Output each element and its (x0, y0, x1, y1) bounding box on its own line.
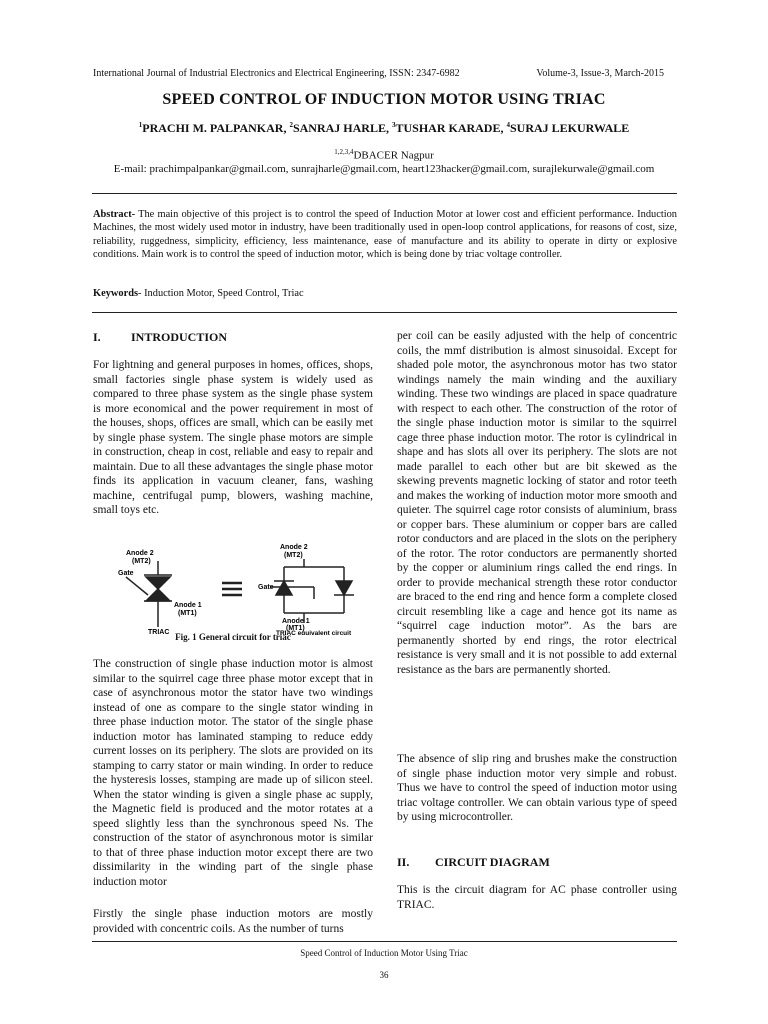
keywords-text: - Induction Motor, Speed Control, Triac (138, 288, 304, 299)
triac-figure (118, 543, 380, 635)
author-1-index: 1 (138, 121, 143, 129)
author-3-name: TUSHAR KARADE, (395, 121, 507, 135)
abstract-divider (92, 312, 677, 313)
equiv-gate-label: Gate (258, 584, 274, 591)
author-list (0, 121, 768, 136)
right-paragraph-2: The absence of slip ring and brushes make the construction of single phase induction motor very simple and robust. Thus we have to control the speed of induction motor using triac voltage controller. We can obtain various type of speed by using microcontroller. (397, 753, 677, 823)
triac-circuit-diagram (118, 543, 380, 635)
author-2-name: SANRAJ HARLE, (292, 121, 392, 135)
triac-label: TRIAC (148, 629, 170, 635)
author-1-name: PRACHI M. PALPANKAR, (142, 121, 290, 135)
top-divider (92, 193, 677, 194)
affiliation-index: 1,2,3,4 (334, 148, 354, 156)
section-title: INTRODUCTION (131, 330, 228, 344)
footer-title: Speed Control of Induction Motor Using Triac (300, 948, 468, 958)
volume-header: Volume-3, Issue-3, March-2015 (536, 68, 664, 79)
author-2-index: 2 (289, 121, 293, 129)
author-3-index: 3 (391, 121, 396, 129)
section-heading-introduction (93, 330, 227, 345)
equivalence-sign (222, 583, 242, 595)
intro-paragraph-1: For lightning and general purposes in homes, offices, shops, small factories single phase system is widely used as compared to three phase system as the single phase system is more economical and the power requirement in most of the houses, shops, offices are small, which can be easily met by single phase system. The single phase motors are simple in construction, cheap in cost, reliable and easy to repair and maintain. Due to all these advantages the single phase motor finds its application in vacuum cleaner, fans, washing machine, centrifugal pump, blowers, washing machine, small toys etc. (93, 359, 373, 516)
author-4-index: 4 (506, 121, 510, 129)
mt2-label: (MT2) (132, 558, 151, 565)
abstract-label: Abstract- (93, 209, 136, 220)
anode2-label: Anode 2 (126, 550, 154, 557)
equiv-anode2-label: Anode 2 (280, 544, 308, 551)
section-number: II. (397, 855, 410, 869)
equiv-anode1-label: Anode 1 (282, 618, 310, 625)
paper-title: SPEED CONTROL OF INDUCTION MOTOR USING TRIAC (162, 91, 606, 108)
equiv-mt1-label: (MT1) (286, 625, 305, 632)
gate-label: Gate (118, 570, 134, 577)
equiv-circuit-label: TRIAC equivalent circuit (276, 630, 352, 635)
mt1-label: (MT1) (178, 610, 197, 617)
abstract (93, 208, 677, 262)
section-title: CIRCUIT DIAGRAM (435, 855, 550, 869)
affiliation-text: DBACER Nagpur (353, 149, 434, 162)
journal-header: International Journal of Industrial Electronics and Electrical Engineering, ISSN: 2347-6982 (93, 68, 460, 79)
right-paragraph-1: per coil can be easily adjusted with the help of concentric coils, the mmf distribution is almost sinusoidal. Except for shaded pole motor, the asynchronous motor has two stator windings namely the main winding and the auxiliary winding. These two windings are placed in space quadrature with respect to each other. The construction of the rotor of the single phase induction motor is similar to the squirrel cage three phase induction motor. The rotor is cylindrical in shape and has slots all over its periphery. The slots are not made parallel to each other but are bit skewed as the skewing prevents magnetic locking of stator and rotor teeth and makes the working of induction motor more smooth and quieter. The squirrel cage rotor consists of aluminium, brass or copper bars. These aluminium or copper bars are called rotor conductors and are placed in the slots on the periphery of the rotor. The rotor conductors are permanently shorted by the copper or aluminium rings called the end rings. In order to provide mechanical strength these rotor conductor are braced to the end ring and hence form a complete closed circuit resembling like a cage and hence got its name as “squirrel cage induction motor”. As the bars are permanently shorted by end rings, the rotor electrical resistance is very small and it is not possible to add external resistance as the bars are permanently shorted. (397, 330, 677, 676)
affiliation (0, 148, 768, 162)
figure-caption: Fig. 1 General circuit for triac (175, 632, 291, 642)
keywords-label: Keywords (93, 288, 139, 299)
author-4-name: SURAJ LEKURWALE (509, 121, 630, 135)
keywords (93, 288, 677, 299)
circuit-paragraph: This is the circuit diagram for AC phase controller using TRIAC. (397, 884, 677, 911)
intro-paragraph-3: Firstly the single phase induction motors are mostly provided with concentric coils. As the number of turns (93, 908, 373, 935)
abstract-text: The main objective of this project is to control the speed of Induction Motor at lower cost and efficient performance. Induction Machines, the most widely used motor in industry, have been traditionally used in open-loop control applications, for reasons of cost, size, reliability, ruggedness, simplicity, efficiency, less maintenance, ease of manufacture and its ability to operate in dirty or explosive conditions. Main work is to control the speed of induction motor, which is being done by triac voltage controller. (93, 209, 677, 261)
equiv-mt2-label: (MT2) (284, 552, 303, 559)
intro-paragraph-2: The construction of single phase induction motor is almost similar to the squirrel cage three phase motor except that in case of asynchronous motor the stator have two windings instead of one as compare to the single stator winding in three phase induction motor. The stator of the single phase induction motor has laminated stamping to reduce eddy current losses on its periphery. The slots are provided on its stamping to carry stator or main winding. In order to reduce the hysteresis losses, stamping are made up of silicon steel. When the stator winding is given a single phase ac supply, the Magnetic field is produced and the motor rotates at a speed slightly less than the synchronous speed Ns. The construction of the stator of asynchronous motor is similar to that of three phase induction motor except there are two dissimilarity in the winding part of the single phase induction motor (93, 658, 373, 888)
section-heading-circuit-diagram (397, 855, 550, 870)
section-number: I. (93, 330, 101, 344)
equivalent-circuit (270, 559, 354, 623)
anode1-label: Anode 1 (174, 602, 202, 609)
author-emails: E-mail: prachimpalpankar@gmail.com, sunrajharle@gmail.com, heart123hacker@gmail.com, surajlekurwale@gmail.com (113, 163, 655, 175)
footer-divider (92, 941, 677, 942)
page-number: 36 (379, 970, 389, 980)
